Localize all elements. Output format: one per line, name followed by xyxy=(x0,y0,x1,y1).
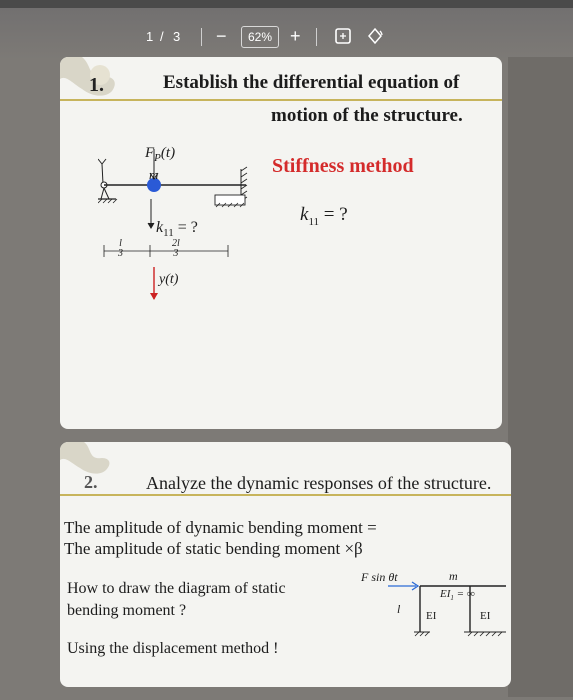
rotate-icon[interactable] xyxy=(366,27,384,45)
toolbar-divider xyxy=(201,28,202,46)
page-separator: / xyxy=(160,29,165,44)
rigid-beam-label: $EI_1$ = ∞ xyxy=(440,588,475,603)
k11-question: $k_{11}$ = ? xyxy=(300,204,348,228)
question-line2: bending moment ? xyxy=(67,602,187,619)
displacement-label: y(t) xyxy=(159,272,179,287)
page-total: 3 xyxy=(173,29,182,44)
title-rule xyxy=(60,99,502,101)
mass-label: m xyxy=(449,569,458,583)
pdf-toolbar xyxy=(0,8,573,60)
span-right-label: 2l 3 xyxy=(172,238,180,259)
question-line1: How to draw the diagram of static xyxy=(67,580,286,597)
amplitude-eq-line2: The amplitude of static bending moment ×β xyxy=(64,539,363,558)
left-column-ei: EI xyxy=(426,610,437,622)
spring-k11-label: $k_{11}$ = ? xyxy=(156,219,198,240)
force-label: $F_P(t)$ xyxy=(145,145,176,164)
zoom-level[interactable]: 62% xyxy=(241,26,279,48)
zoom-out-button[interactable]: − xyxy=(216,26,227,46)
zoom-in-button[interactable]: + xyxy=(290,26,301,46)
problem-title: Analyze the dynamic responses of the structure. xyxy=(146,473,492,493)
page-current[interactable]: 1 xyxy=(146,29,155,44)
mass-label: m xyxy=(149,167,159,182)
height-label: l xyxy=(397,602,401,616)
method-hint: Using the displacement method ! xyxy=(67,640,279,657)
problem-number: 2. xyxy=(84,472,98,492)
toolbar-divider xyxy=(316,28,317,46)
problem-title-line1: Establish the differential equation of xyxy=(163,72,460,93)
slide-1 xyxy=(60,57,502,429)
force-label: F sin θt xyxy=(361,570,398,584)
amplitude-eq-line1: The amplitude of dynamic bending moment = xyxy=(64,518,377,537)
right-column-ei: EI xyxy=(480,610,491,622)
page-gutter xyxy=(508,57,573,697)
span-left-label: l 3 xyxy=(118,238,123,259)
fit-page-icon[interactable] xyxy=(334,27,352,45)
method-label: Stiffness method xyxy=(272,155,414,177)
title-rule xyxy=(60,494,511,496)
problem-title-line2: motion of the structure. xyxy=(271,105,463,126)
problem-number: 1. xyxy=(89,74,104,96)
slide-2 xyxy=(60,442,511,687)
browser-top-strip xyxy=(0,0,573,8)
